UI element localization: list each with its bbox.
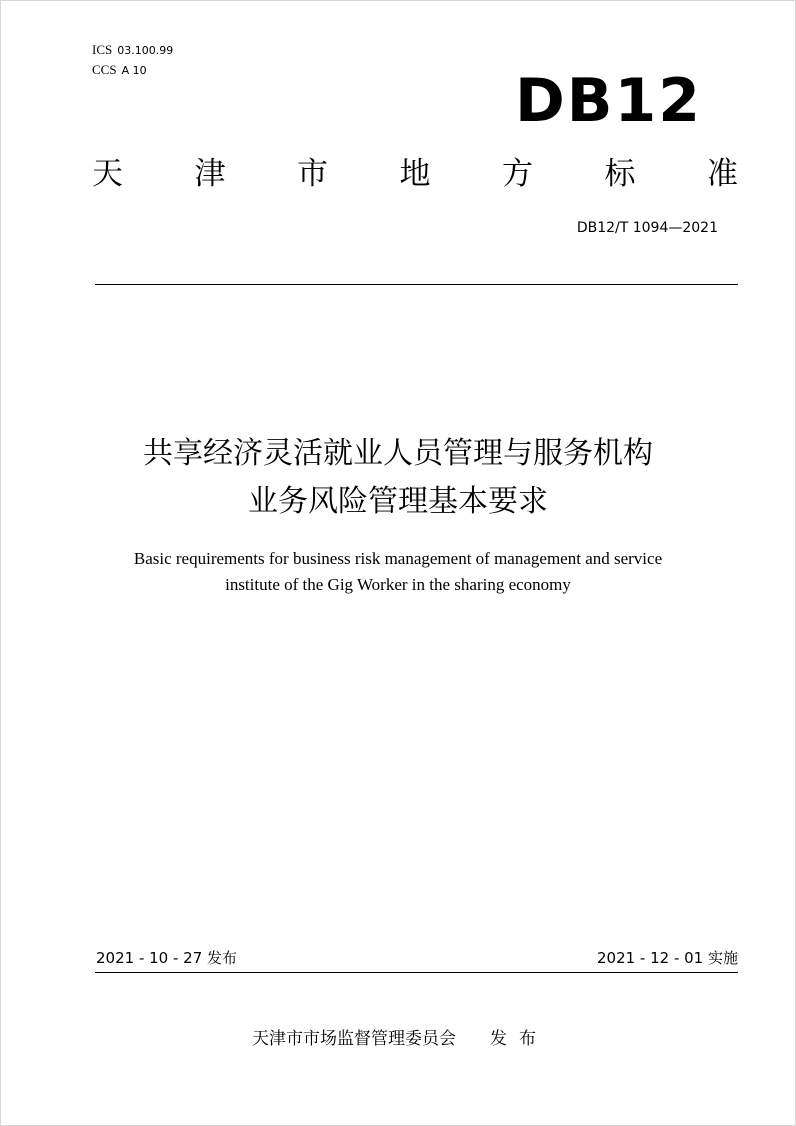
- standard-type-heading: [92, 150, 738, 198]
- publisher-name: 天津市市场监督管理委员会: [252, 1029, 456, 1049]
- publisher: [252, 1024, 548, 1054]
- standard-type-char: 方: [502, 156, 533, 192]
- standard-type-char: 天: [92, 156, 123, 192]
- title-chinese-line-1: 共享经济灵活就业人员管理与服务机构: [143, 436, 653, 471]
- standard-number: DB12/T 1094—2021: [576, 220, 718, 236]
- title-chinese-line-2: 业务风险管理基本要求: [248, 484, 548, 519]
- implementation-date: 2021 - 12 - 01 实施: [596, 949, 738, 967]
- title-english: [0, 546, 796, 598]
- ics-value: 03.100.99: [117, 44, 174, 57]
- standard-type-char: 标: [604, 156, 636, 192]
- publisher-verb: 发布: [490, 1029, 548, 1049]
- classification-codes: [92, 40, 173, 80]
- top-divider: [95, 284, 738, 285]
- standard-type-char: 市: [297, 156, 328, 192]
- title-english-line-2: institute of the Gig Worker in the sharing economy: [225, 575, 571, 594]
- ics-row: [92, 40, 173, 60]
- standard-type-char: 地: [399, 156, 431, 192]
- bottom-divider: [95, 972, 738, 973]
- issue-date: 2021 - 10 - 27 发布: [96, 949, 238, 967]
- title-chinese: [0, 430, 796, 526]
- ccs-row: [92, 60, 173, 80]
- title-english-line-1: Basic requirements for business risk management of management and service: [133, 549, 663, 568]
- standard-type-char: 津: [194, 156, 226, 192]
- ccs-value: A 10: [121, 64, 147, 77]
- ics-label: ICS: [92, 42, 113, 57]
- standard-type-char: 准: [707, 156, 738, 192]
- standard-mark: DB12: [514, 66, 702, 136]
- ccs-label: CCS: [92, 62, 117, 77]
